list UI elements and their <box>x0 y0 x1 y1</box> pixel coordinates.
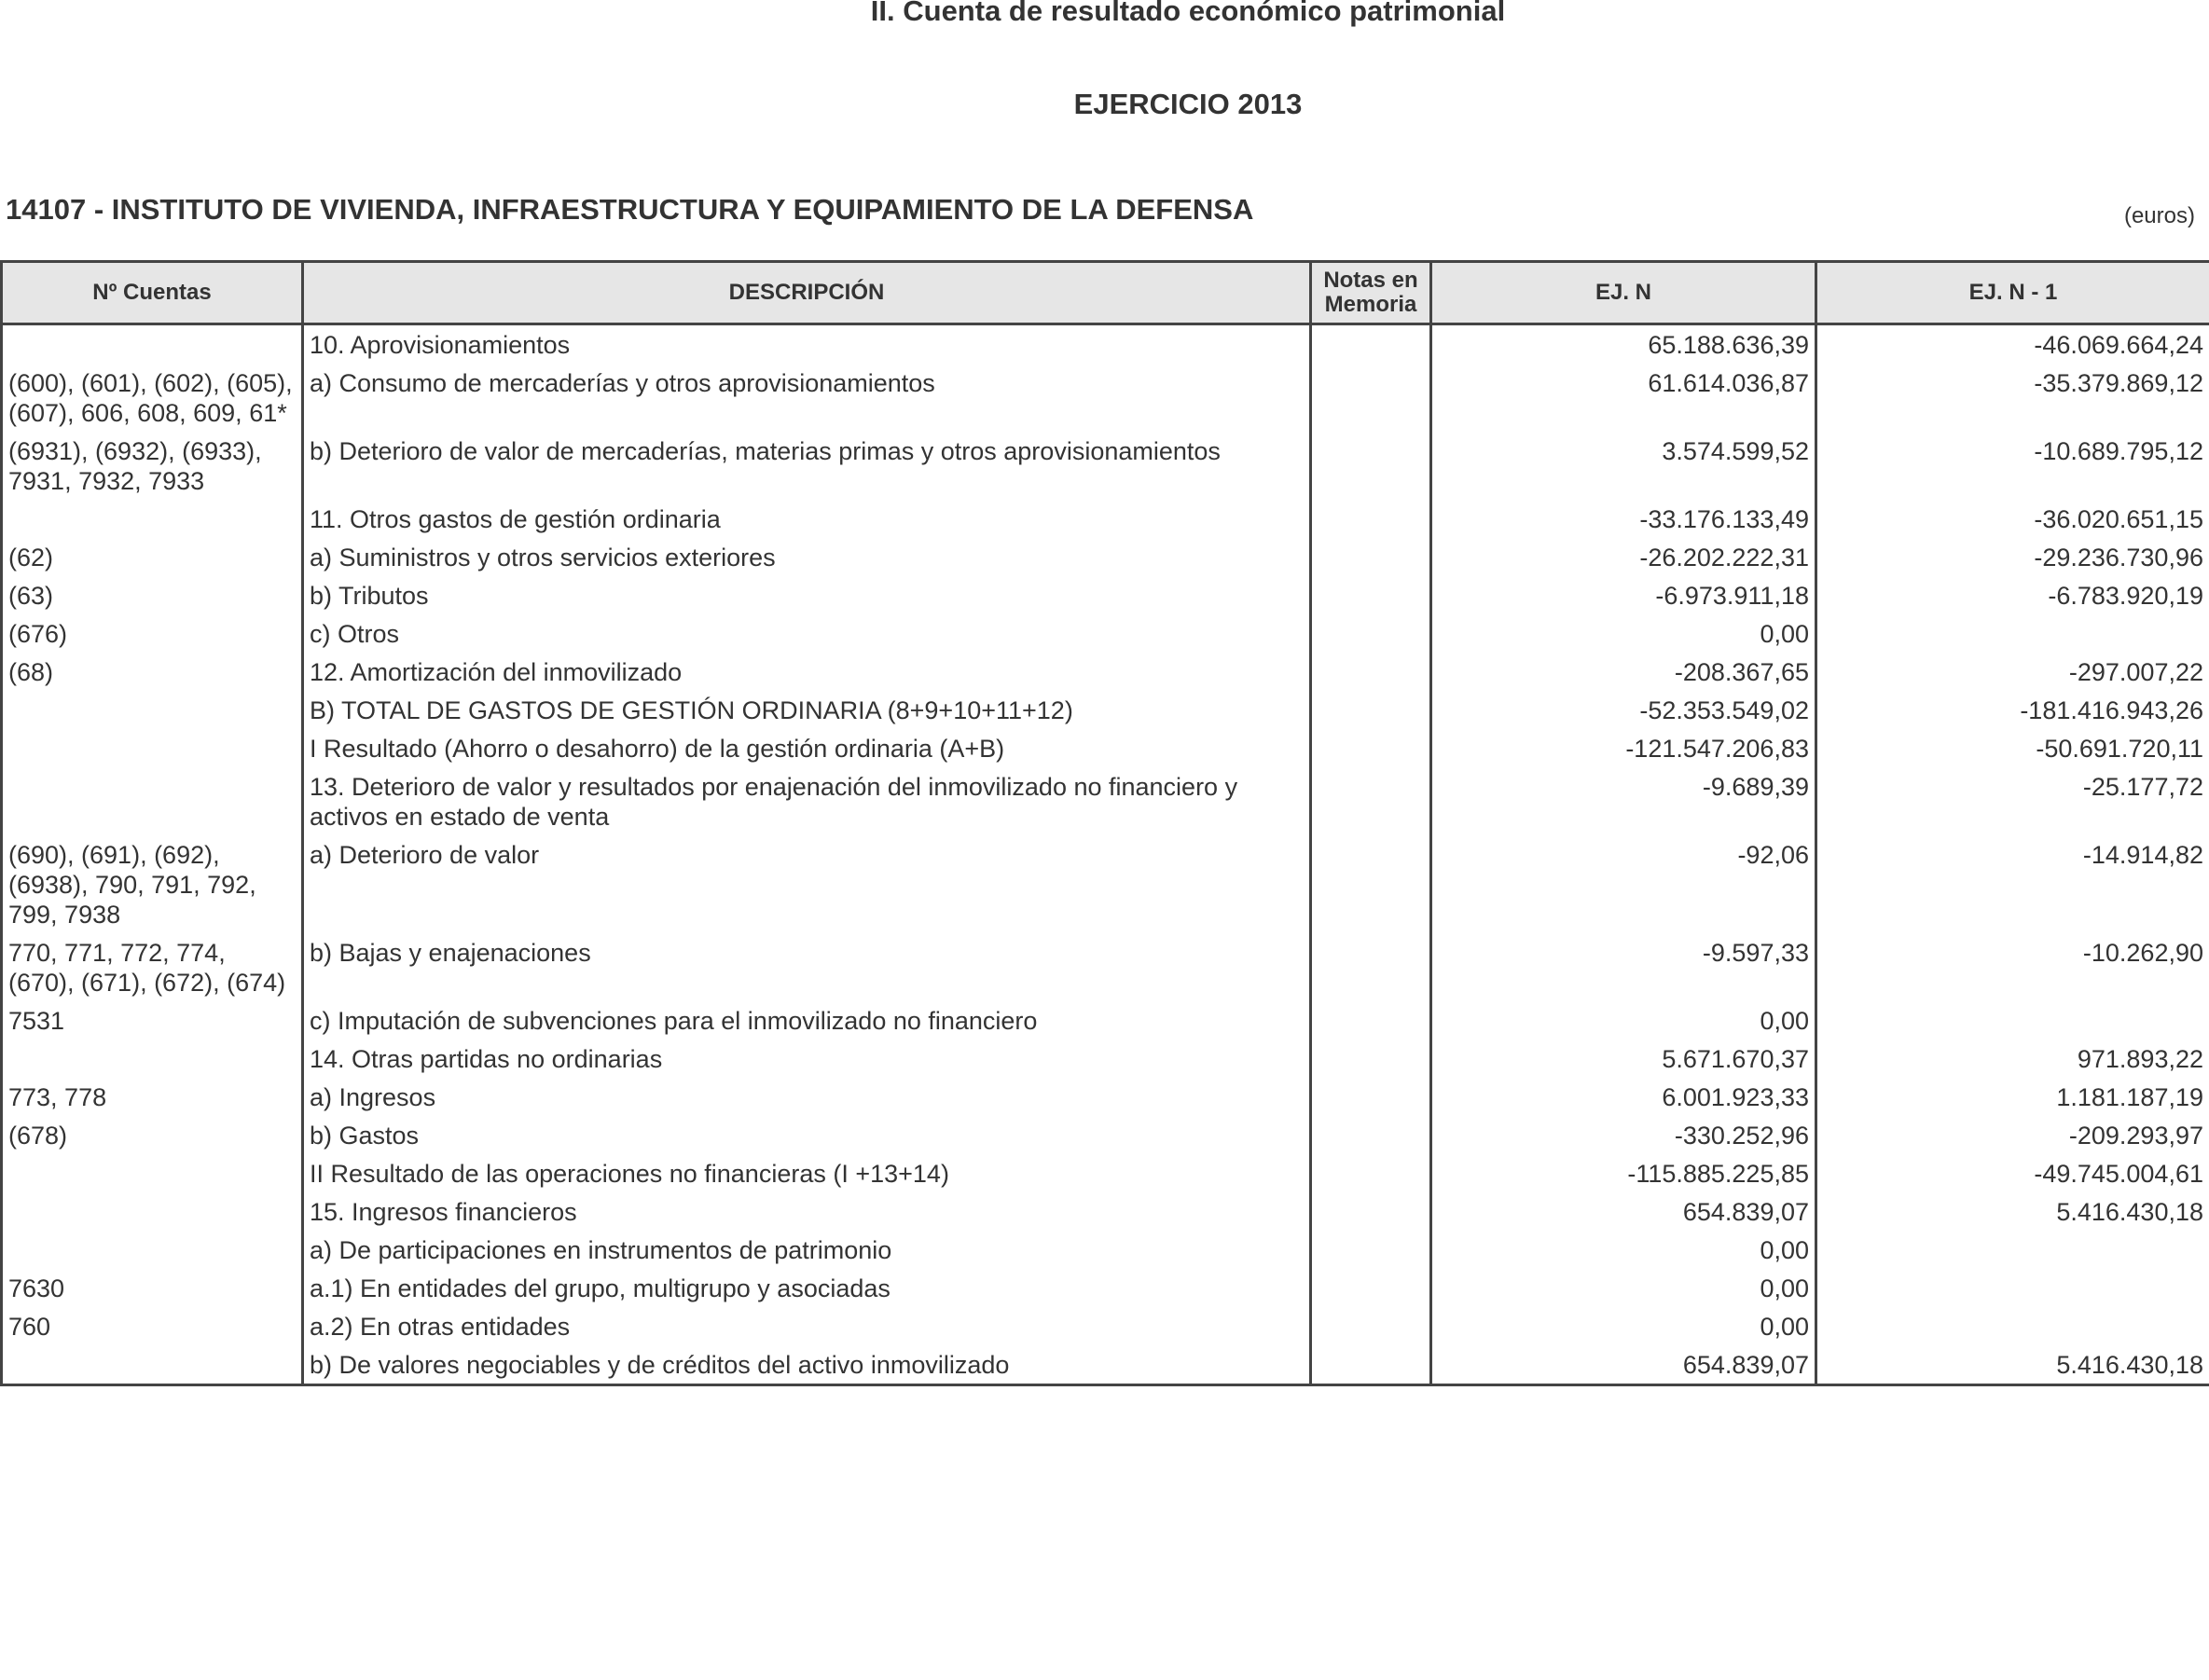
cell-descripcion: II Resultado de las operaciones no financieras (I +13+14) <box>303 1154 1311 1192</box>
fiscal-year-heading: EJERCICIO 2013 <box>1073 88 1303 120</box>
cell-ej-n: 654.839,07 <box>1431 1192 1816 1231</box>
cell-ej-n: -115.885.225,85 <box>1431 1154 1816 1192</box>
table-row <box>2 1269 2209 1307</box>
cell-ej-n: -9.597,33 <box>1431 933 1816 1001</box>
table-row <box>2 1001 2209 1040</box>
table-row <box>2 324 2209 365</box>
page-title: II. Cuenta de resultado económico patrimonial <box>870 0 1506 27</box>
table-body <box>2 324 2209 1385</box>
table-row <box>2 432 2209 500</box>
cell-cuentas: 760 <box>2 1307 303 1345</box>
cell-cuentas <box>2 1154 303 1192</box>
cell-notas <box>1311 767 1431 835</box>
cell-descripcion: a) De participaciones en instrumentos de patrimonio <box>303 1231 1311 1269</box>
cell-descripcion: a.2) En otras entidades <box>303 1307 1311 1345</box>
cell-ej-n: 61.614.036,87 <box>1431 364 1816 432</box>
cell-notas <box>1311 500 1431 538</box>
header-descripcion: DESCRIPCIÓN <box>303 262 1311 324</box>
cell-descripcion: 10. Aprovisionamientos <box>303 324 1311 365</box>
entity-name: 14107 - INSTITUTO DE VIVIENDA, INFRAESTRUCTURA Y EQUIPAMIENTO DE LA DEFENSA <box>6 193 1254 226</box>
cell-ej-n: 0,00 <box>1431 1307 1816 1345</box>
cell-ej-n: -6.973.911,18 <box>1431 576 1816 614</box>
cell-notas <box>1311 432 1431 500</box>
cell-cuentas <box>2 324 303 365</box>
cell-ej-n1: -50.691.720,11 <box>1816 729 2209 767</box>
table-header-row <box>2 262 2209 324</box>
cell-ej-n1: 5.416.430,18 <box>1816 1345 2209 1385</box>
cell-cuentas <box>2 691 303 729</box>
cell-notas <box>1311 729 1431 767</box>
cell-ej-n: -330.252,96 <box>1431 1116 1816 1154</box>
cell-descripcion: b) Bajas y enajenaciones <box>303 933 1311 1001</box>
cell-ej-n: 65.188.636,39 <box>1431 324 1816 365</box>
cell-ej-n1 <box>1816 1001 2209 1040</box>
cell-cuentas <box>2 500 303 538</box>
cell-notas <box>1311 1231 1431 1269</box>
table-row <box>2 835 2209 933</box>
cell-notas <box>1311 538 1431 576</box>
cell-cuentas: 770, 771, 772, 774, (670), (671), (672), (674) <box>2 933 303 1001</box>
table-row <box>2 1040 2209 1078</box>
cell-descripcion: 12. Amortización del inmovilizado <box>303 653 1311 691</box>
cell-notas <box>1311 1345 1431 1385</box>
header-cuentas: Nº Cuentas <box>2 262 303 324</box>
table-row <box>2 614 2209 653</box>
table-row <box>2 691 2209 729</box>
cell-descripcion: c) Imputación de subvenciones para el inmovilizado no financiero <box>303 1001 1311 1040</box>
table-row <box>2 364 2209 432</box>
cell-ej-n1 <box>1816 1307 2209 1345</box>
cell-ej-n1: -181.416.943,26 <box>1816 691 2209 729</box>
cell-ej-n: -208.367,65 <box>1431 653 1816 691</box>
cell-cuentas: (6931), (6932), (6933), 7931, 7932, 7933 <box>2 432 303 500</box>
cell-ej-n: 0,00 <box>1431 1001 1816 1040</box>
cell-ej-n1: -36.020.651,15 <box>1816 500 2209 538</box>
cell-cuentas: (62) <box>2 538 303 576</box>
cell-ej-n: -9.689,39 <box>1431 767 1816 835</box>
cell-cuentas: (690), (691), (692), (6938), 790, 791, 792, 799, 7938 <box>2 835 303 933</box>
cell-ej-n1: -49.745.004,61 <box>1816 1154 2209 1192</box>
cell-descripcion: a) Consumo de mercaderías y otros aprovisionamientos <box>303 364 1311 432</box>
cell-ej-n1: 1.181.187,19 <box>1816 1078 2209 1116</box>
cell-descripcion: b) De valores negociables y de créditos del activo inmovilizado <box>303 1345 1311 1385</box>
cell-cuentas: 7531 <box>2 1001 303 1040</box>
cell-ej-n1: -297.007,22 <box>1816 653 2209 691</box>
cell-notas <box>1311 835 1431 933</box>
cell-ej-n: 0,00 <box>1431 1269 1816 1307</box>
table-row <box>2 1116 2209 1154</box>
cell-cuentas: (63) <box>2 576 303 614</box>
cell-cuentas <box>2 1192 303 1231</box>
cell-ej-n1: -14.914,82 <box>1816 835 2209 933</box>
cell-descripcion: I Resultado (Ahorro o desahorro) de la gestión ordinaria (A+B) <box>303 729 1311 767</box>
cell-cuentas <box>2 767 303 835</box>
cell-descripcion: b) Gastos <box>303 1116 1311 1154</box>
cell-cuentas: 773, 778 <box>2 1078 303 1116</box>
table-row <box>2 933 2209 1001</box>
cell-cuentas <box>2 1231 303 1269</box>
cell-ej-n1 <box>1816 1269 2209 1307</box>
cell-descripcion: c) Otros <box>303 614 1311 653</box>
cell-ej-n: 0,00 <box>1431 614 1816 653</box>
cell-ej-n: 654.839,07 <box>1431 1345 1816 1385</box>
table-row <box>2 729 2209 767</box>
cell-ej-n1: -6.783.920,19 <box>1816 576 2209 614</box>
cell-cuentas <box>2 729 303 767</box>
cell-ej-n1: -35.379.869,12 <box>1816 364 2209 432</box>
cell-notas <box>1311 653 1431 691</box>
cell-ej-n1: -10.262,90 <box>1816 933 2209 1001</box>
table-row <box>2 1231 2209 1269</box>
cell-descripcion: b) Deterioro de valor de mercaderías, materias primas y otros aprovisionamientos <box>303 432 1311 500</box>
cell-ej-n: -26.202.222,31 <box>1431 538 1816 576</box>
cell-ej-n: -121.547.206,83 <box>1431 729 1816 767</box>
cell-descripcion: 15. Ingresos financieros <box>303 1192 1311 1231</box>
cell-ej-n1: -25.177,72 <box>1816 767 2209 835</box>
cell-notas <box>1311 364 1431 432</box>
cell-cuentas <box>2 1040 303 1078</box>
cell-descripcion: b) Tributos <box>303 576 1311 614</box>
cell-notas <box>1311 1154 1431 1192</box>
cell-ej-n1 <box>1816 1231 2209 1269</box>
cell-descripcion: 13. Deterioro de valor y resultados por enajenación del inmovilizado no financiero y activos en estado de venta <box>303 767 1311 835</box>
cell-ej-n1: 5.416.430,18 <box>1816 1192 2209 1231</box>
cell-cuentas <box>2 1345 303 1385</box>
cell-cuentas: (676) <box>2 614 303 653</box>
table-row <box>2 1307 2209 1345</box>
cell-descripcion: a.1) En entidades del grupo, multigrupo y asociadas <box>303 1269 1311 1307</box>
cell-cuentas: (600), (601), (602), (605), (607), 606, 608, 609, 61* <box>2 364 303 432</box>
cell-ej-n1: -29.236.730,96 <box>1816 538 2209 576</box>
cell-notas <box>1311 1078 1431 1116</box>
cell-notas <box>1311 933 1431 1001</box>
cell-notas <box>1311 576 1431 614</box>
table-row <box>2 1154 2209 1192</box>
cell-notas <box>1311 324 1431 365</box>
cell-descripcion: a) Deterioro de valor <box>303 835 1311 933</box>
table-row <box>2 653 2209 691</box>
table-row <box>2 538 2209 576</box>
cell-ej-n: 3.574.599,52 <box>1431 432 1816 500</box>
table-row <box>2 1345 2209 1385</box>
cell-notas <box>1311 614 1431 653</box>
header-ej-n1: EJ. N - 1 <box>1816 262 2209 324</box>
table-row <box>2 500 2209 538</box>
cell-ej-n: 6.001.923,33 <box>1431 1078 1816 1116</box>
cell-ej-n: -33.176.133,49 <box>1431 500 1816 538</box>
cell-notas <box>1311 1269 1431 1307</box>
cell-cuentas: (68) <box>2 653 303 691</box>
cell-descripcion: a) Suministros y otros servicios exteriores <box>303 538 1311 576</box>
cell-notas <box>1311 1001 1431 1040</box>
results-table <box>0 260 2209 1386</box>
cell-ej-n: 0,00 <box>1431 1231 1816 1269</box>
cell-ej-n: 5.671.670,37 <box>1431 1040 1816 1078</box>
cell-notas <box>1311 1116 1431 1154</box>
cell-descripcion: 11. Otros gastos de gestión ordinaria <box>303 500 1311 538</box>
cell-cuentas: 7630 <box>2 1269 303 1307</box>
cell-cuentas: (678) <box>2 1116 303 1154</box>
cell-notas <box>1311 1192 1431 1231</box>
cell-notas <box>1311 691 1431 729</box>
cell-ej-n: -52.353.549,02 <box>1431 691 1816 729</box>
table-row <box>2 1078 2209 1116</box>
cell-descripcion: a) Ingresos <box>303 1078 1311 1116</box>
table-row <box>2 1192 2209 1231</box>
cell-ej-n1: -10.689.795,12 <box>1816 432 2209 500</box>
cell-ej-n1 <box>1816 614 2209 653</box>
header-notas: Notas en Memoria <box>1311 262 1431 324</box>
cell-notas <box>1311 1040 1431 1078</box>
cell-ej-n1: -209.293,97 <box>1816 1116 2209 1154</box>
cell-ej-n1: 971.893,22 <box>1816 1040 2209 1078</box>
cell-notas <box>1311 1307 1431 1345</box>
currency-units: (euros) <box>2123 203 2195 228</box>
cell-ej-n1: -46.069.664,24 <box>1816 324 2209 365</box>
cell-ej-n: -92,06 <box>1431 835 1816 933</box>
cell-descripcion: 14. Otras partidas no ordinarias <box>303 1040 1311 1078</box>
table-row <box>2 767 2209 835</box>
header-ej-n: EJ. N <box>1431 262 1816 324</box>
table-row <box>2 576 2209 614</box>
cell-descripcion: B) TOTAL DE GASTOS DE GESTIÓN ORDINARIA (8+9+10+11+12) <box>303 691 1311 729</box>
